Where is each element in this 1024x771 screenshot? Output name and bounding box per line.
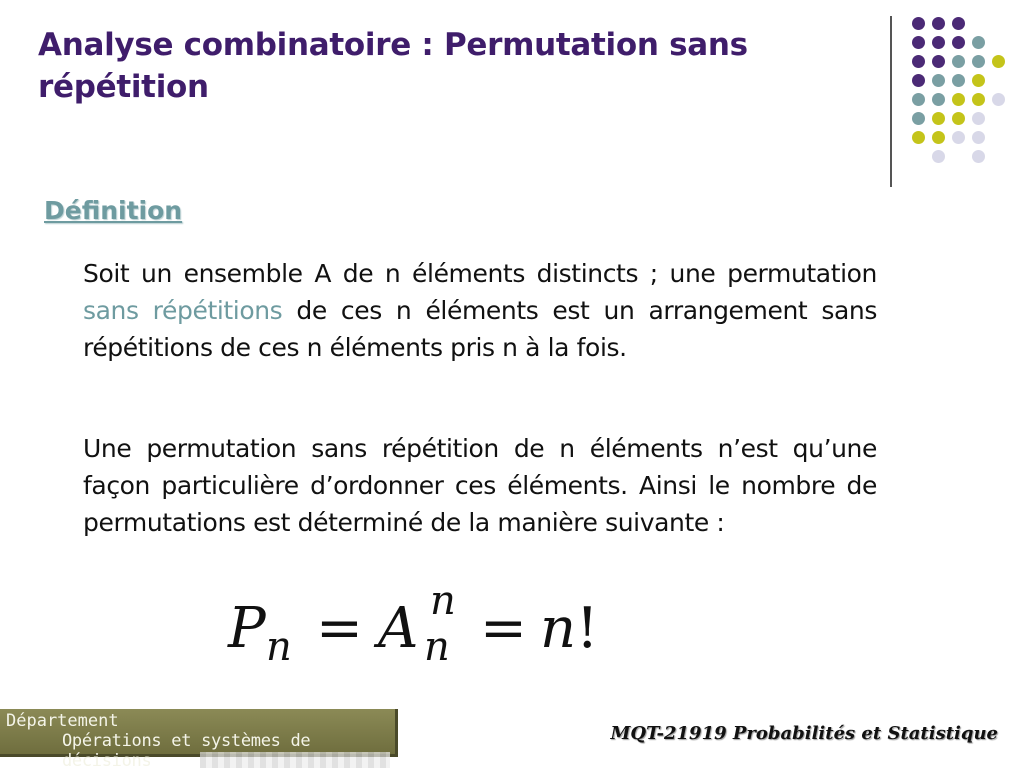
dot [912, 36, 925, 49]
paragraph-text: Soit un ensemble A de n éléments distincts ; une permutation [83, 259, 877, 288]
slide-title: Analyse combinatoire : Permutation sans répétition [38, 27, 748, 105]
dot [972, 93, 985, 106]
dot [932, 55, 945, 68]
formula-a-superscript: n [430, 578, 456, 624]
dot [932, 93, 945, 106]
building-image [200, 752, 390, 768]
formula-n: n [540, 596, 577, 661]
permutation-formula [228, 578, 648, 682]
dot [932, 36, 945, 49]
course-footer: MQT-21919 Probabilités et Statistique [610, 723, 998, 744]
paragraph-text: de ces n éléments est un arrangement sans répétitions de ces n éléments pris n à la fois. [83, 296, 877, 362]
logo-line1: Département [6, 711, 119, 731]
dot [932, 150, 945, 163]
dot [992, 93, 1005, 106]
dot [932, 131, 945, 144]
formula-equals: = [480, 596, 527, 661]
highlight-text: sans répétitions [83, 296, 283, 325]
formula-p: P [228, 596, 266, 661]
dot [972, 36, 985, 49]
dot [912, 55, 925, 68]
dot [972, 131, 985, 144]
dot [952, 112, 965, 125]
formula-p-subscript: n [266, 624, 292, 670]
dot [932, 74, 945, 87]
dot [932, 17, 945, 30]
dot [952, 36, 965, 49]
dot [972, 150, 985, 163]
dot [952, 55, 965, 68]
divider-line [890, 16, 892, 187]
dot [912, 93, 925, 106]
formula-a: A [378, 596, 419, 661]
dot [912, 131, 925, 144]
dot [912, 17, 925, 30]
department-logo [0, 709, 398, 771]
formula-equals: = [316, 596, 363, 661]
dot [912, 112, 925, 125]
dot [912, 74, 925, 87]
dot [952, 131, 965, 144]
dot [952, 17, 965, 30]
explanation-paragraph: Une permutation sans répétition de n éléments n’est qu’une façon particulière d’ordonner ces éléments. Ainsi le nombre de permutations est déterminé de la manière suivante : [83, 434, 877, 537]
dot [972, 112, 985, 125]
dot [972, 55, 985, 68]
definition-paragraph [83, 255, 877, 366]
definition-heading: Définition [44, 196, 183, 225]
formula-factorial: ! [576, 596, 599, 661]
formula-a-subscript: n [424, 624, 450, 670]
dot [932, 112, 945, 125]
dot [992, 55, 1005, 68]
dot [952, 74, 965, 87]
logo-line2: Opérations et systèmes de décisions [62, 731, 311, 771]
dot [972, 74, 985, 87]
dot [952, 93, 965, 106]
decorative-dot-grid [905, 14, 1015, 164]
